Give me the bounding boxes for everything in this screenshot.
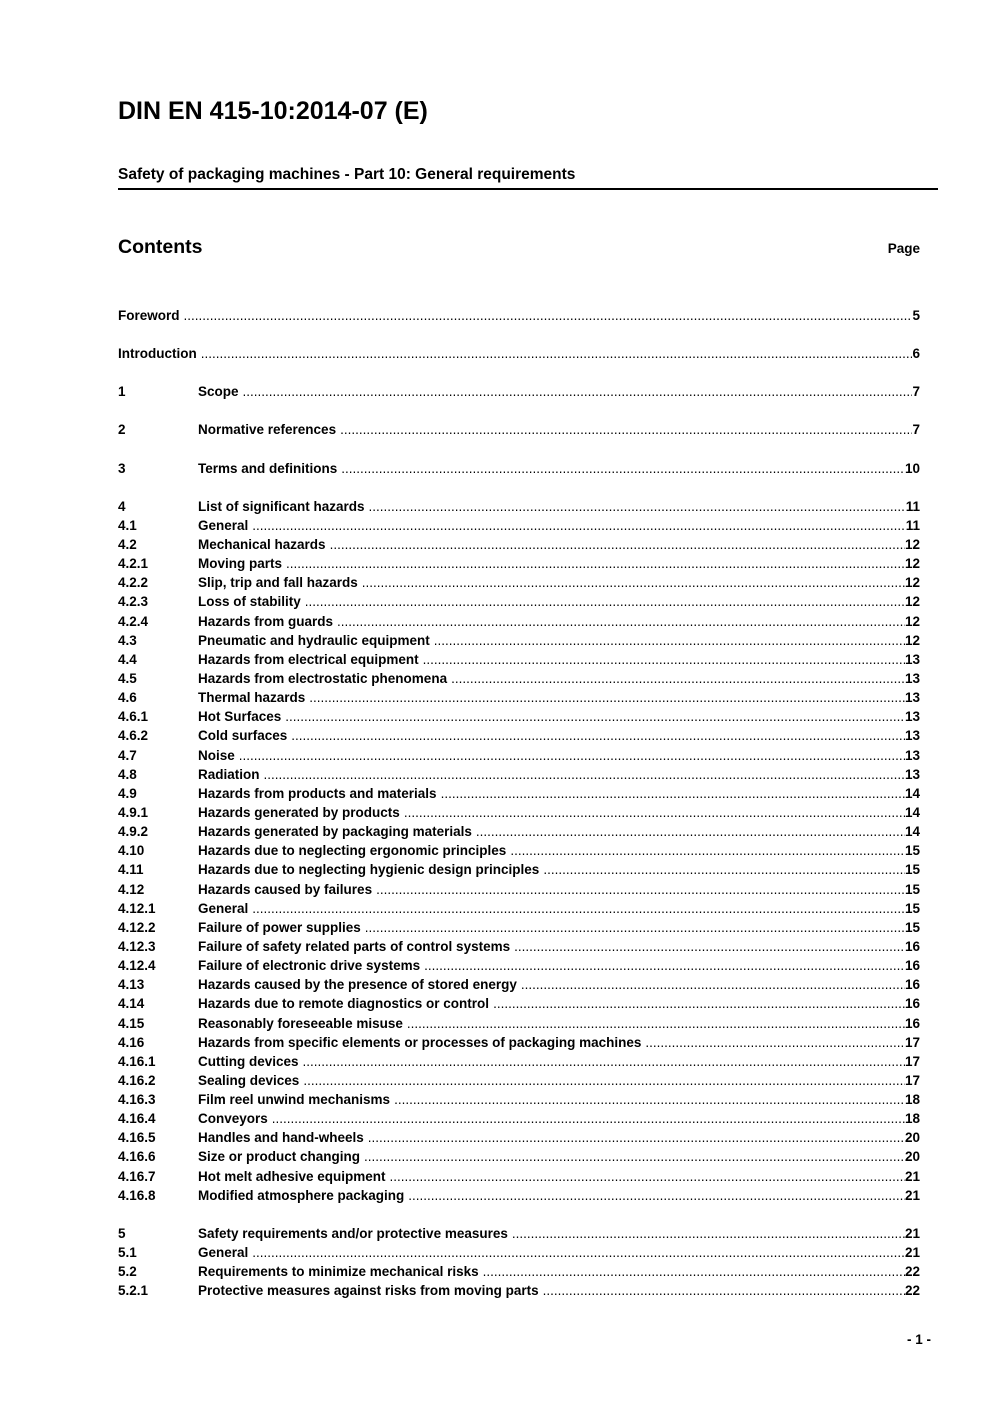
toc-dot-leader xyxy=(390,1090,905,1109)
toc-row xyxy=(118,803,920,822)
toc-row xyxy=(118,765,920,784)
toc-dot-leader xyxy=(419,650,905,669)
toc-entry-title: Hazards due to neglecting hygienic design principles xyxy=(198,862,540,878)
toc-entry-page: 15 xyxy=(904,862,920,878)
toc-entry-number: 4.16.3 xyxy=(118,1092,156,1108)
toc-dot-leader xyxy=(197,344,913,363)
toc-dot-leader xyxy=(400,803,905,822)
toc-entry-page: 20 xyxy=(904,1149,920,1165)
toc-entry-title: Reasonably foreseeable misuse xyxy=(198,1015,403,1031)
toc-entry-page: 17 xyxy=(904,1072,920,1088)
toc-row xyxy=(118,516,920,535)
toc-entry-number: 4.16.1 xyxy=(118,1053,156,1069)
document-subtitle: Safety of packaging machines - Part 10: General requirements xyxy=(118,166,576,183)
toc-block xyxy=(118,497,920,1205)
toc-row xyxy=(118,1033,920,1052)
toc-entry-page: 12 xyxy=(904,594,920,610)
toc-entry-page: 21 xyxy=(904,1225,920,1241)
toc-entry-number: 4 xyxy=(118,498,126,514)
toc-entry-title: Normative references xyxy=(198,422,337,438)
toc-entry-title: Pneumatic and hydraulic equipment xyxy=(198,632,430,648)
toc-entry-title: Hazards from electrical equipment xyxy=(198,651,419,667)
toc-entry-title: Radiation xyxy=(198,766,260,782)
toc-dot-leader xyxy=(268,1109,905,1128)
toc-entry-number: 4.10 xyxy=(118,843,145,859)
toc-dot-leader xyxy=(358,573,905,592)
toc-entry-page: 13 xyxy=(904,747,920,763)
toc-entry-page: 11 xyxy=(905,517,920,533)
toc-row xyxy=(118,1071,920,1090)
toc-entry-number: 4.12.2 xyxy=(118,919,156,935)
toc-entry-title: Hazards generated by packaging materials xyxy=(198,824,472,840)
toc-row xyxy=(118,535,920,554)
toc-entry-title: Hot Surfaces xyxy=(198,709,282,725)
toc-entry-title: Hazards from guards xyxy=(198,613,334,629)
toc-row xyxy=(118,899,920,918)
toc-entry-title: Hazards due to remote diagnostics or control xyxy=(198,996,490,1012)
toc-entry-page: 22 xyxy=(904,1264,920,1280)
toc-entry-title: Scope xyxy=(198,384,239,400)
toc-row xyxy=(118,1090,920,1109)
toc-entry-page: 17 xyxy=(904,1053,920,1069)
toc-row xyxy=(118,822,920,841)
toc-entry-title: Handles and hand-wheels xyxy=(198,1130,364,1146)
toc-entry-title: General xyxy=(198,1245,249,1261)
toc-entry-number: 4.9 xyxy=(118,785,137,801)
toc-row xyxy=(118,841,920,860)
toc-dot-leader xyxy=(282,554,905,573)
footer-page-number: - 1 - xyxy=(906,1332,931,1347)
toc-entry-number: 4.15 xyxy=(118,1015,145,1031)
toc-block xyxy=(118,459,920,478)
toc-row xyxy=(118,420,920,439)
toc-entry-page: 12 xyxy=(904,632,920,648)
toc-row xyxy=(118,860,920,879)
toc-entry-title: Foreword xyxy=(118,308,180,323)
toc-entry-number: 4.2.1 xyxy=(118,556,149,572)
toc-entry-page: 11 xyxy=(905,498,920,514)
toc-entry-number: 4.6 xyxy=(118,690,137,706)
toc-row xyxy=(118,612,920,631)
toc-entry-title: List of significant hazards xyxy=(198,498,365,514)
toc-dot-leader xyxy=(337,459,905,478)
toc-dot-leader xyxy=(386,1167,905,1186)
toc-entry-number: 4.4 xyxy=(118,651,137,667)
toc-dot-leader xyxy=(235,746,905,765)
toc-entry-number: 2 xyxy=(118,422,126,438)
toc-row xyxy=(118,918,920,937)
toc-dot-leader xyxy=(365,497,906,516)
toc-entry-number: 4.12.3 xyxy=(118,938,156,954)
toc-dot-leader xyxy=(239,382,913,401)
toc-entry-page: 12 xyxy=(904,536,920,552)
toc-entry-number: 4.9.1 xyxy=(118,804,149,820)
toc-entry-title: Hazards from specific elements or processes of packaging machines xyxy=(198,1034,642,1050)
toc-entry-page: 18 xyxy=(904,1092,920,1108)
toc-dot-leader xyxy=(472,822,905,841)
toc-entry-page: 13 xyxy=(904,690,920,706)
toc-entry-title: Loss of stability xyxy=(198,594,301,610)
toc-entry-page: 15 xyxy=(904,881,920,897)
toc-dot-leader xyxy=(361,918,905,937)
toc-dot-leader xyxy=(364,1128,905,1147)
toc-entry-title: General xyxy=(198,517,249,533)
toc-row xyxy=(118,880,920,899)
toc-entry-page: 21 xyxy=(904,1187,920,1203)
toc-entry-title: Sealing devices xyxy=(198,1072,300,1088)
toc-entry-number: 4.11 xyxy=(118,862,144,878)
toc-row xyxy=(118,956,920,975)
contents-header xyxy=(118,236,920,258)
toc-row xyxy=(118,726,920,745)
toc-entry-number: 4.1 xyxy=(118,517,137,533)
toc-entry-page: 13 xyxy=(904,728,920,744)
toc-row xyxy=(118,1128,920,1147)
toc-dot-leader xyxy=(333,612,905,631)
toc-row xyxy=(118,1224,920,1243)
toc-row xyxy=(118,937,920,956)
toc-dot-leader xyxy=(510,937,905,956)
toc-dot-leader xyxy=(360,1147,905,1166)
toc-entry-page: 12 xyxy=(904,575,920,591)
toc-entry-page: 14 xyxy=(904,824,920,840)
toc-block xyxy=(118,344,920,363)
toc-entry-title: Requirements to minimize mechanical risks xyxy=(198,1264,479,1280)
toc-entry-page: 16 xyxy=(904,958,920,974)
toc-dot-leader xyxy=(299,1052,905,1071)
toc-row xyxy=(118,1186,920,1205)
toc-entry-title: Hot melt adhesive equipment xyxy=(198,1168,386,1184)
toc-entry-page: 14 xyxy=(904,785,920,801)
toc-entry-title: Size or product changing xyxy=(198,1149,361,1165)
toc-row xyxy=(118,1147,920,1166)
toc-row xyxy=(118,1262,920,1281)
toc-entry-page: 14 xyxy=(904,804,920,820)
toc-entry-page: 15 xyxy=(904,900,920,916)
toc-row xyxy=(118,459,920,478)
toc-entry-number: 4.16.4 xyxy=(118,1111,156,1127)
toc-dot-leader xyxy=(479,1262,905,1281)
toc-entry-title: Mechanical hazards xyxy=(198,536,326,552)
toc-entry-page: 18 xyxy=(904,1111,920,1127)
toc-dot-leader xyxy=(420,956,905,975)
toc-entry-title: Hazards due to neglecting ergonomic principles xyxy=(198,843,507,859)
toc-dot-leader xyxy=(437,784,905,803)
toc-entry-page: 16 xyxy=(904,977,920,993)
toc-row xyxy=(118,497,920,516)
toc-row xyxy=(118,707,920,726)
toc-dot-leader xyxy=(641,1033,905,1052)
toc-dot-leader xyxy=(404,1186,905,1205)
toc-entry-page: 7 xyxy=(912,384,920,400)
toc-entry-number: 5.2 xyxy=(118,1264,137,1280)
toc-entry-title: Protective measures against risks from moving parts xyxy=(198,1283,539,1299)
toc-block xyxy=(118,1224,920,1301)
toc-dot-leader xyxy=(305,688,905,707)
toc-dot-leader xyxy=(539,1281,905,1300)
toc-dot-leader xyxy=(517,975,905,994)
toc-dot-leader xyxy=(180,306,913,325)
toc-entry-title: Cold surfaces xyxy=(198,728,288,744)
toc-entry-page: 17 xyxy=(904,1034,920,1050)
toc-entry-page: 10 xyxy=(904,460,920,476)
toc-entry-title: Conveyors xyxy=(198,1111,268,1127)
toc-row xyxy=(118,382,920,401)
toc-entry-number: 4.6.2 xyxy=(118,728,149,744)
toc-entry-title: Safety requirements and/or protective measures xyxy=(198,1225,508,1241)
toc-row xyxy=(118,746,920,765)
toc-row xyxy=(118,1281,920,1300)
toc-entry-number: 3 xyxy=(118,460,126,476)
document-subtitle-rule xyxy=(118,166,938,190)
toc-row xyxy=(118,1014,920,1033)
toc-dot-leader xyxy=(539,860,905,879)
toc-entry-number: 4.16.6 xyxy=(118,1149,156,1165)
toc-entry-page: 16 xyxy=(904,1015,920,1031)
toc-entry-number: 4.9.2 xyxy=(118,824,149,840)
toc-entry-title: Slip, trip and fall hazards xyxy=(198,575,358,591)
toc-entry-title: Hazards caused by the presence of stored energy xyxy=(198,977,517,993)
toc-dot-leader xyxy=(260,765,905,784)
toc-dot-leader xyxy=(430,631,905,650)
toc-entry-page: 13 xyxy=(904,670,920,686)
toc-entry-page: 7 xyxy=(912,422,920,438)
toc-row xyxy=(118,592,920,611)
toc-entry-page: 16 xyxy=(904,938,920,954)
toc-entry-page: 15 xyxy=(904,843,920,859)
contents-heading: Contents xyxy=(118,236,203,258)
toc-entry-page: 13 xyxy=(904,766,920,782)
toc-entry-number: 4.12.4 xyxy=(118,958,156,974)
toc-dot-leader xyxy=(506,841,905,860)
toc-entry-page: 13 xyxy=(904,709,920,725)
toc-entry-page: 16 xyxy=(904,996,920,1012)
toc-entry-title: Moving parts xyxy=(198,556,283,572)
toc-dot-leader xyxy=(248,899,905,918)
toc-entry-number: 4.6.1 xyxy=(118,709,149,725)
toc-block xyxy=(118,382,920,401)
toc-entry-title: Film reel unwind mechanisms xyxy=(198,1092,391,1108)
toc-row xyxy=(118,975,920,994)
toc-block xyxy=(118,420,920,439)
toc-entry-number: 4.16.7 xyxy=(118,1168,156,1184)
toc-entry-page: 6 xyxy=(912,346,920,362)
toc-dot-leader xyxy=(489,994,905,1013)
toc-dot-leader xyxy=(447,669,905,688)
toc-entry-title: Terms and definitions xyxy=(198,460,338,476)
toc-entry-number: 4.16.2 xyxy=(118,1072,156,1088)
toc-entry-number: 4.16.5 xyxy=(118,1130,156,1146)
toc-entry-page: 20 xyxy=(904,1130,920,1146)
toc-dot-leader xyxy=(508,1224,905,1243)
toc-entry-page: 5 xyxy=(912,308,920,323)
toc-entry-number: 4.3 xyxy=(118,632,137,648)
toc-entry-title: Modified atmosphere packaging xyxy=(198,1187,405,1203)
toc-dot-leader xyxy=(248,516,905,535)
toc-entry-title: Thermal hazards xyxy=(198,690,306,706)
toc-entry-number: 4.8 xyxy=(118,766,137,782)
toc-entry-number: 4.16 xyxy=(118,1034,145,1050)
toc-entry-title: Failure of safety related parts of control systems xyxy=(198,938,511,954)
toc-entry-number: 4.12 xyxy=(118,881,145,897)
toc-dot-leader xyxy=(326,535,905,554)
toc-row xyxy=(118,573,920,592)
toc-entry-title: Introduction xyxy=(118,346,197,362)
toc-entry-page: 12 xyxy=(904,613,920,629)
toc xyxy=(118,306,920,1300)
toc-entry-number: 4.14 xyxy=(118,996,145,1012)
toc-entry-page: 13 xyxy=(904,651,920,667)
toc-entry-number: 4.5 xyxy=(118,670,137,686)
toc-row xyxy=(118,631,920,650)
toc-entry-title: Hazards from products and materials xyxy=(198,785,437,801)
toc-entry-page: 21 xyxy=(904,1168,920,1184)
toc-dot-leader xyxy=(403,1014,905,1033)
toc-entry-number: 1 xyxy=(118,384,126,400)
toc-dot-leader xyxy=(336,420,912,439)
toc-row xyxy=(118,344,920,363)
toc-entry-title: Failure of electronic drive systems xyxy=(198,958,421,974)
toc-entry-title: Noise xyxy=(198,747,235,763)
toc-dot-leader xyxy=(248,1243,905,1262)
toc-row xyxy=(118,669,920,688)
toc-entry-page: 15 xyxy=(904,919,920,935)
toc-entry-title: Hazards caused by failures xyxy=(198,881,373,897)
toc-entry-number: 5 xyxy=(118,1225,126,1241)
toc-entry-number: 4.2.3 xyxy=(118,594,149,610)
toc-entry-number: 5.2.1 xyxy=(118,1283,149,1299)
toc-row xyxy=(118,784,920,803)
document-number-heading: DIN EN 415-10:2014-07 (E) xyxy=(118,97,428,125)
toc-dot-leader xyxy=(281,707,905,726)
toc-row xyxy=(118,1243,920,1262)
toc-entry-number: 4.7 xyxy=(118,747,137,763)
toc-dot-leader xyxy=(287,726,905,745)
toc-row xyxy=(118,650,920,669)
toc-row xyxy=(118,1167,920,1186)
page-column-label: Page xyxy=(887,241,920,256)
toc-entry-title: Cutting devices xyxy=(198,1053,299,1069)
toc-entry-page: 12 xyxy=(904,556,920,572)
toc-row xyxy=(118,1052,920,1071)
toc-entry-title: Hazards generated by products xyxy=(198,804,400,820)
toc-entry-page: 22 xyxy=(904,1283,920,1299)
toc-entry-number: 4.2.2 xyxy=(118,575,149,591)
toc-entry-title: Hazards from electrostatic phenomena xyxy=(198,670,448,686)
toc-entry-number: 4.2.4 xyxy=(118,613,149,629)
toc-entry-page: 21 xyxy=(904,1245,920,1261)
toc-dot-leader xyxy=(301,592,905,611)
toc-row xyxy=(118,554,920,573)
toc-entry-number: 4.13 xyxy=(118,977,145,993)
toc-entry-number: 4.12.1 xyxy=(118,900,156,916)
toc-entry-number: 4.2 xyxy=(118,536,137,552)
toc-dot-leader xyxy=(372,880,905,899)
toc-row xyxy=(118,688,920,707)
toc-row xyxy=(118,994,920,1013)
toc-row xyxy=(118,1109,920,1128)
toc-block xyxy=(118,306,920,325)
toc-dot-leader xyxy=(299,1071,905,1090)
toc-row xyxy=(118,306,920,325)
toc-entry-number: 4.16.8 xyxy=(118,1187,156,1203)
toc-entry-title: General xyxy=(198,900,249,916)
toc-entry-title: Failure of power supplies xyxy=(198,919,361,935)
toc-entry-number: 5.1 xyxy=(118,1245,137,1261)
